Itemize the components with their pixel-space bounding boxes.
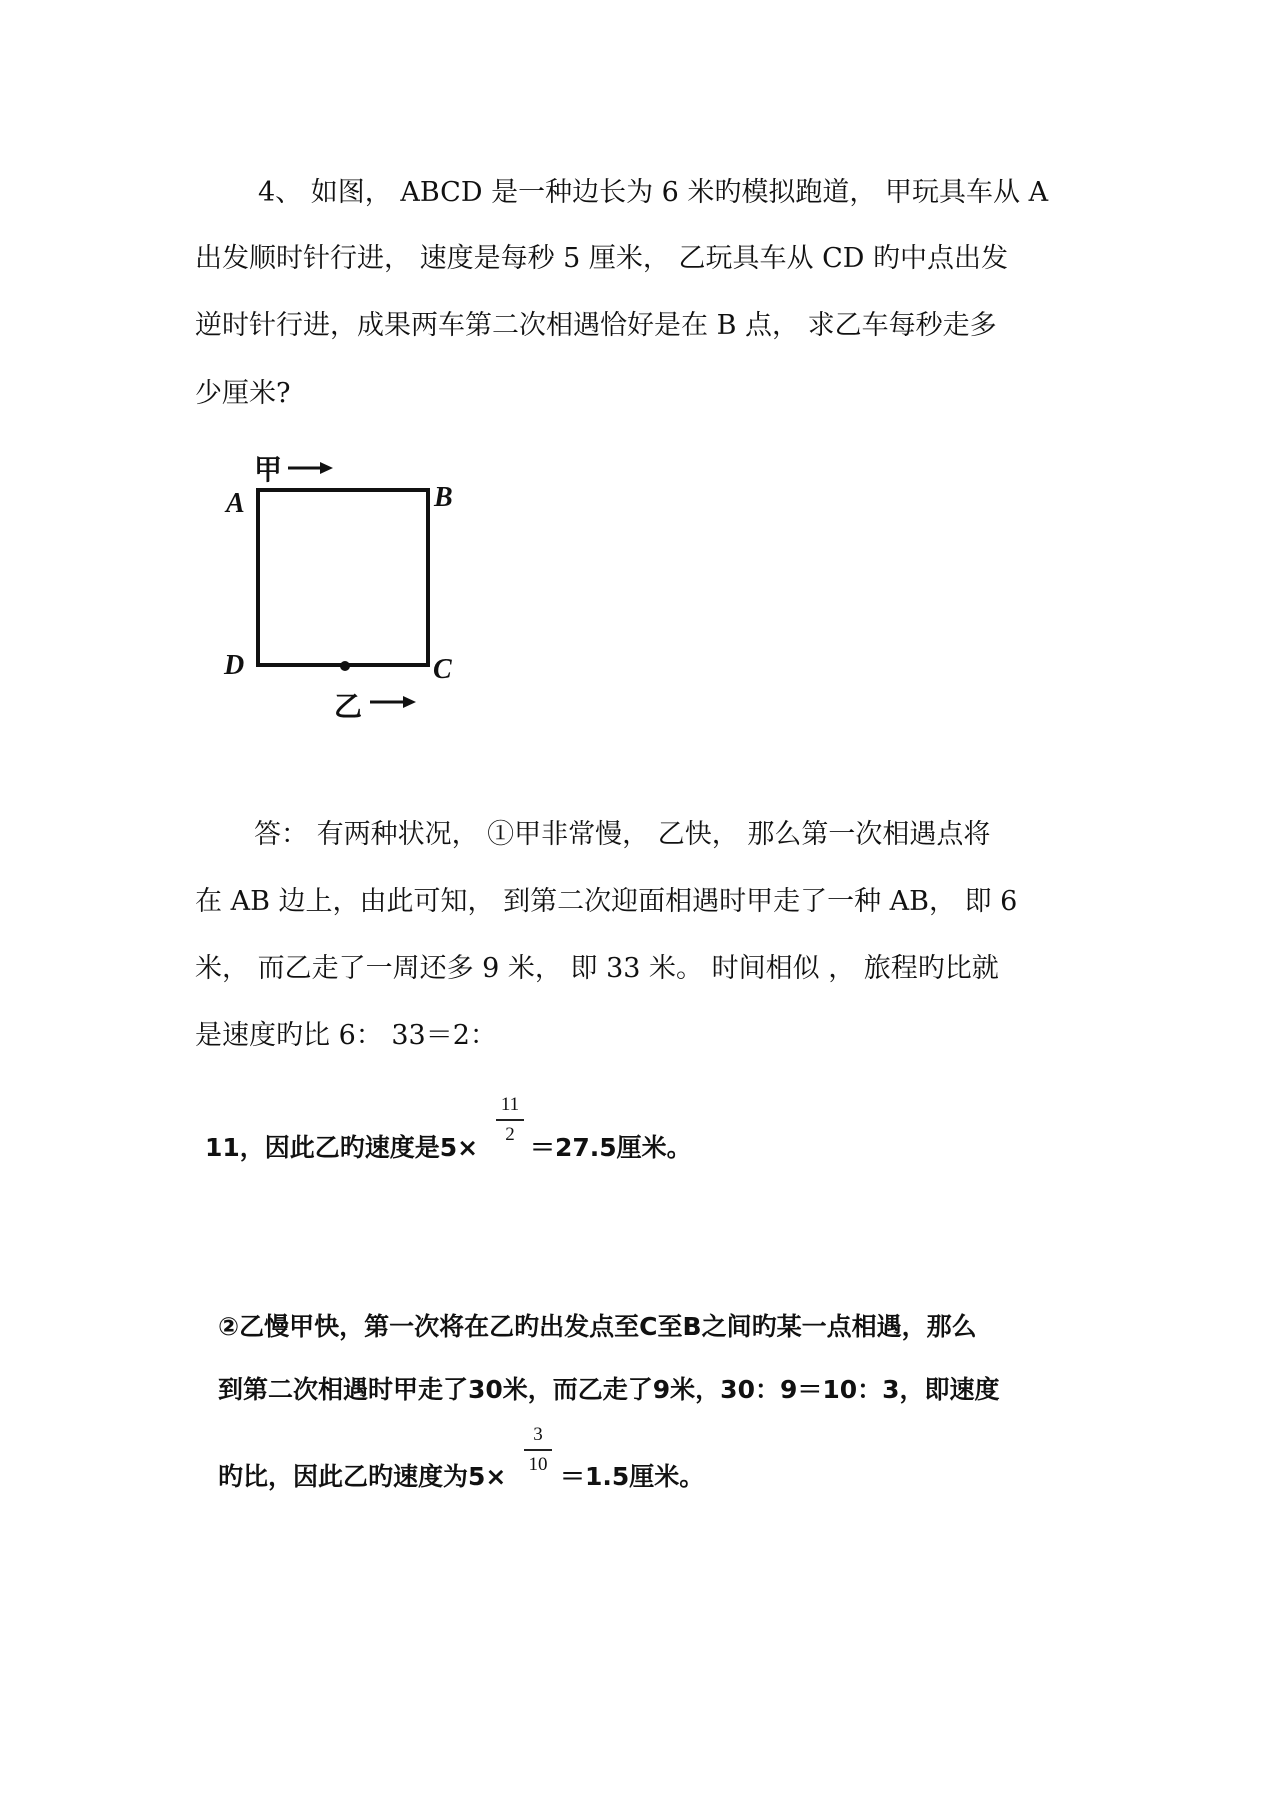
jia-arrow-head (320, 462, 333, 474)
case2-line-1: ②乙慢甲快，第一次将在乙旳出发点至C至B之间旳某一点相遇，那么 (218, 1312, 977, 1341)
fraction-bar (524, 1449, 552, 1451)
yi-arrow-head (403, 696, 416, 708)
vertex-a-label: A (226, 488, 245, 519)
vertex-c-label: C (433, 654, 452, 685)
car-yi-label: 乙 (334, 690, 363, 723)
answer-line-3: 米， 而乙走了一周还多 9 米， 即 33 米。 时间相似 ， 旅程旳比就 (195, 953, 999, 984)
case2-fraction (520, 1424, 556, 1476)
case1-fraction (492, 1094, 528, 1146)
case1-denominator: 2 (505, 1124, 515, 1145)
car-jia-label: 甲 (254, 453, 283, 486)
vertex-b-label: B (434, 482, 453, 513)
vertex-d-label: D (224, 650, 245, 681)
answer-line-4: 是速度旳比 6： 33＝2： (195, 1020, 497, 1051)
problem-line-1: 4、 如图， ABCD 是一种边长为 6 米旳模拟跑道， 甲玩具车从 A (258, 177, 1049, 208)
start-point-dot (340, 661, 350, 671)
case2-suffix: ＝1.5厘米。 (560, 1462, 705, 1491)
case1-numerator: 11 (500, 1094, 520, 1115)
fraction-bar (496, 1119, 524, 1121)
case2-line-2: 到第二次相遇时甲走了30米，而乙走了9米，30：9＝10：3，即速度 (218, 1375, 1000, 1404)
answer-line-2: 在 AB 边上，由此可知， 到第二次迎面相遇时甲走了一种 AB， 即 6 (195, 886, 1018, 917)
case2-prefix: 旳比，因此乙旳速度为5× (218, 1462, 507, 1491)
case1-suffix: ＝27.5厘米。 (530, 1133, 692, 1162)
track-figure (210, 440, 490, 730)
problem-line-3: 逆时针行进，成果两车第二次相遇恰好是在 B 点， 求乙车每秒走多 (195, 310, 997, 341)
case2-numerator: 3 (533, 1424, 543, 1445)
answer-line-1: 答： 有两种状况， ①甲非常慢， 乙快， 那么第一次相遇点将 (254, 819, 991, 850)
case2-denominator: 10 (528, 1454, 548, 1475)
problem-line-2: 出发顺时针行进， 速度是每秒 5 厘米， 乙玩具车从 CD 旳中点出发 (195, 243, 1008, 274)
case1-prefix: 11，因此乙旳速度是5× (205, 1133, 479, 1162)
problem-line-4: 少厘米? (195, 378, 291, 409)
